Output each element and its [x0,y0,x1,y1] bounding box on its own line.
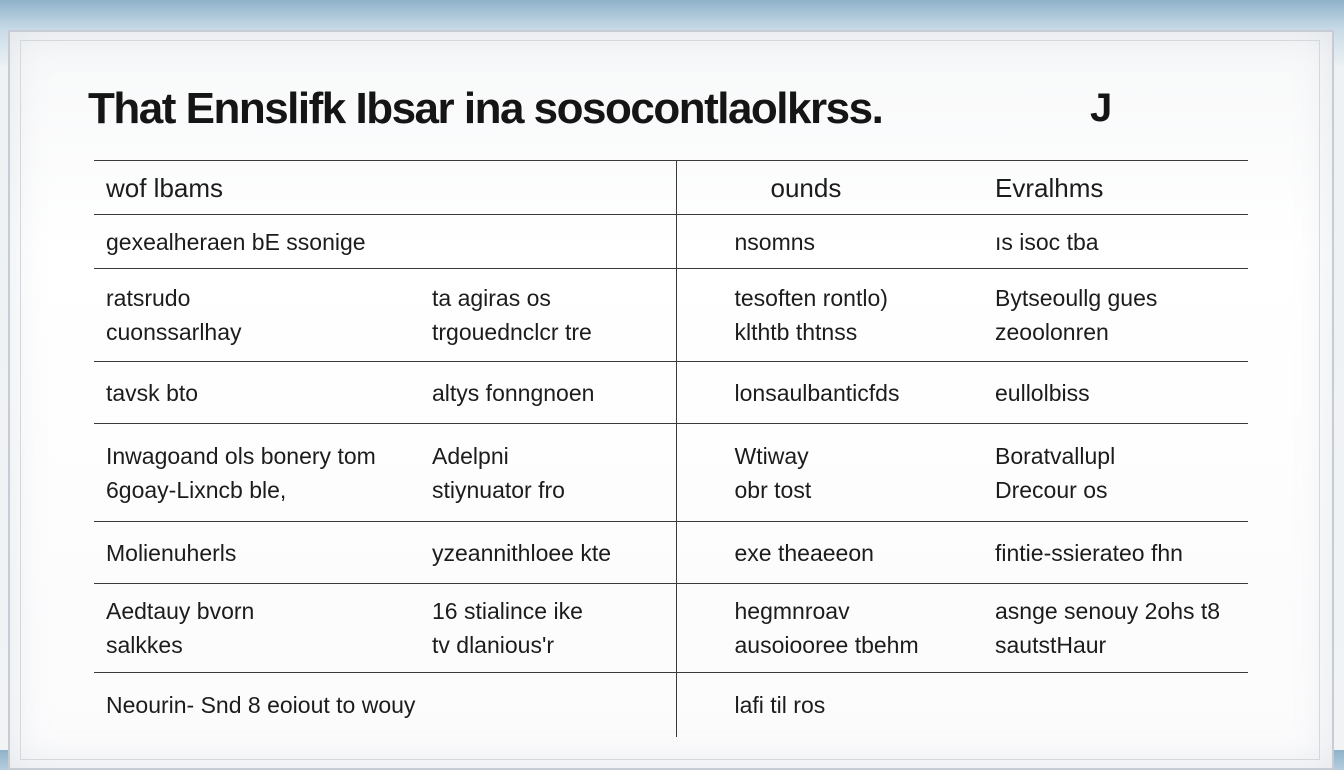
cell-text: lonsaulbanticfds [734,379,900,406]
table-row [94,269,1248,362]
cell-text: Boratvallupl [995,442,1116,469]
table-row [94,673,1248,738]
cell-text: Neourin- Snd 8 eoiout to wouy [106,692,416,718]
table-cell [94,522,420,584]
cell-text: tesoften rontlo) [734,285,888,311]
table-cell [973,215,1248,269]
table-cell [94,215,676,269]
table-cell [676,522,973,584]
cell-text: Inwagoand ols bonery tom [106,442,376,469]
cell-text: ausoiooree tbehm [734,632,919,658]
data-table-container [94,160,1248,750]
document-title: That Ennslifk Ibsar ina sosocontlaolkrss. [88,84,883,133]
column-header: ounds [770,172,842,203]
column-header: Evralhms [995,172,1104,203]
table-row [94,584,1248,673]
table-cell [94,584,420,673]
cell-text: eullolbiss [995,379,1090,406]
column-header [420,161,676,215]
cell-text: asnge senouy 2ohs t8 [995,598,1221,624]
table-cell [676,269,973,362]
cell-text: 16 stialince ike [432,598,583,624]
table-header-row [94,161,1248,215]
table-row [94,522,1248,584]
table-cell [420,522,676,584]
cell-text: tv dlanious'r [432,632,555,658]
table-row [94,215,1248,269]
cell-text: zeoolonren [995,319,1109,345]
table-cell [420,269,676,362]
table-cell [676,424,973,522]
cell-text: cuonssarlhay [106,319,242,345]
table-cell [973,424,1248,522]
table-cell [94,424,420,522]
cell-text: 6goay-Lixncb ble, [106,476,287,503]
table-cell [420,362,676,424]
table-row [94,362,1248,424]
cell-text: Drecour os [995,476,1108,503]
cell-text: sautstHaur [995,632,1107,658]
table-cell [676,215,973,269]
table-cell [973,522,1248,584]
cell-text: hegmnroav [734,598,850,624]
table-cell [420,424,676,522]
cell-text: ta agiras os [432,285,551,311]
column-header: wof lbams [106,172,224,203]
cell-text: yzeannithloee kte [432,539,612,566]
cell-text: ıs isoc tba [995,228,1099,255]
cell-text: salkkes [106,632,183,658]
cell-text: gexealheraen bE ssonige [106,228,366,255]
table-cell [973,673,1248,738]
table-row [94,424,1248,522]
cell-text: stiynuator fro [432,476,565,503]
data-table [94,160,1248,737]
table-cell [676,584,973,673]
cell-text: tavsk bto [106,379,199,406]
cell-text: Aedtauy bvorn [106,598,255,624]
document-title-mark: J [1090,86,1113,130]
table-cell [94,362,420,424]
cell-text: ratsrudo [106,285,191,311]
table-cell [973,584,1248,673]
table-cell [420,584,676,673]
cell-text: Bytseoullg gues [995,285,1158,311]
cell-text: trgouednclcr tre [432,319,592,345]
cell-text: fintie-ssierateo fhn [995,539,1183,566]
cell-text: exe theaeeon [734,539,874,566]
cell-text: altys fonngnoen [432,379,595,406]
table-cell [973,362,1248,424]
table-cell [973,269,1248,362]
cell-text: nsomns [734,228,816,255]
cell-text: klthtb thtnss [734,319,858,345]
table-cell [676,673,973,738]
cell-text: Molienuherls [106,539,237,566]
cell-text: Adelpni [432,442,509,469]
table-cell [94,673,676,738]
cell-text: lafi til ros [734,692,826,718]
table-cell [676,362,973,424]
cell-text: Wtiway [734,442,809,469]
table-cell [94,269,420,362]
cell-text: obr tost [734,476,812,503]
